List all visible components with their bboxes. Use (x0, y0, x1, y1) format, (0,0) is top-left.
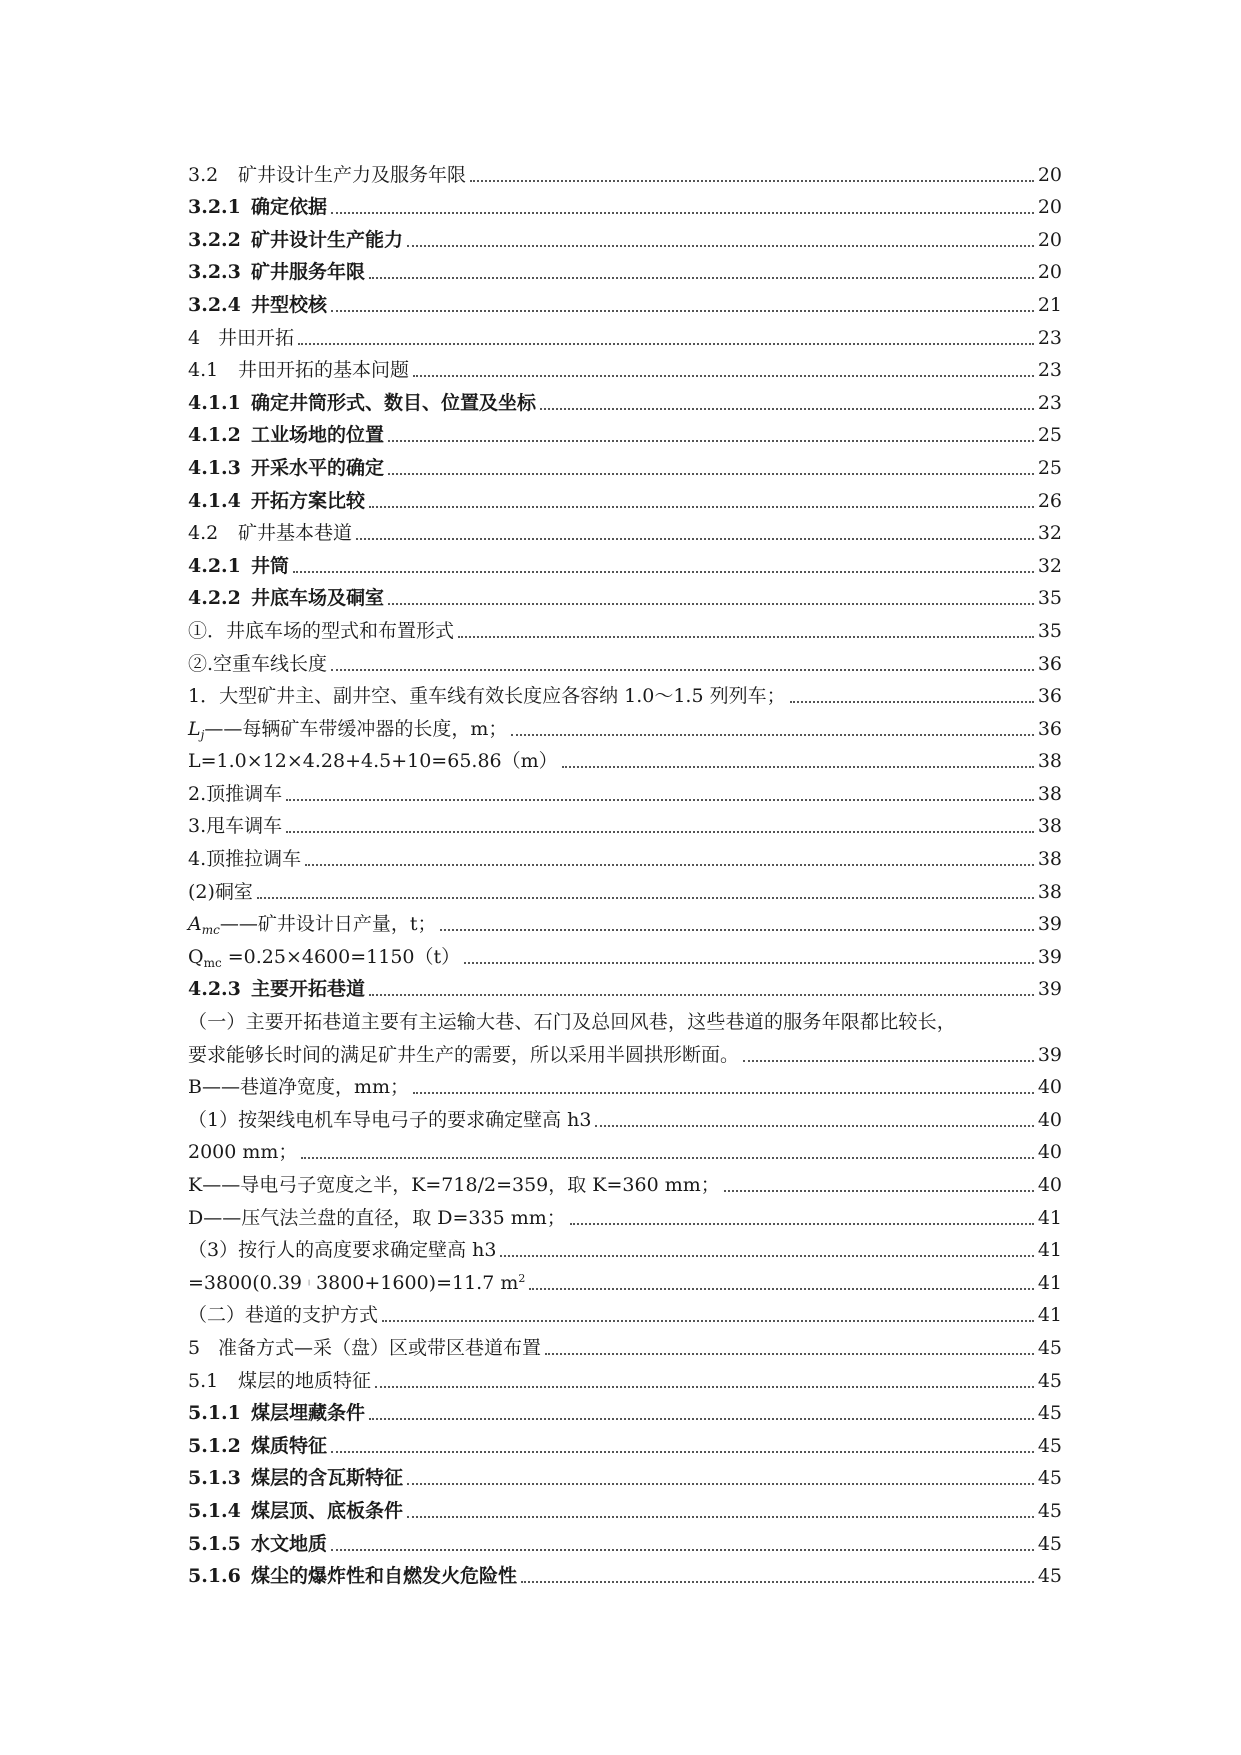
entry-title: （3）按行人的高度要求确定壁高 h3 (188, 1239, 497, 1262)
entry-title: 矿井基本巷道 (238, 522, 353, 545)
entry-page: 45 (1037, 1369, 1062, 1392)
toc-entry[interactable] (188, 512, 1062, 545)
entry-title: 4.顶推拉调车 (188, 848, 302, 871)
dot-leader (521, 1581, 1034, 1583)
toc-entry[interactable] (188, 544, 1062, 577)
entry-number: 5.1.1 (188, 1402, 241, 1425)
entry-title: 井田开拓的基本问题 (238, 359, 410, 382)
dot-leader (286, 831, 1034, 833)
dot-leader (511, 734, 1034, 736)
entry-title: 3.甩车调车 (188, 815, 283, 838)
dot-leader (369, 1418, 1034, 1420)
entry-page: 32 (1037, 554, 1062, 577)
entry-title: （1）按架线电机车导电弓子的要求确定壁高 h3 (188, 1108, 592, 1131)
entry-number: 3.2.3 (188, 261, 241, 284)
dot-leader (388, 603, 1034, 605)
entry-number: 4 (188, 326, 201, 349)
toc-entry[interactable] (188, 1033, 1062, 1066)
entry-number: 5.1.6 (188, 1565, 241, 1588)
entry-title: 井田开拓 (218, 326, 295, 349)
entry-number: 3.2 (188, 163, 219, 186)
toc-entry[interactable] (188, 740, 1062, 773)
entry-title: 要求能够长时间的满足矿井生产的需要，所以采用半圆拱形断面。 (188, 1043, 740, 1066)
dot-leader (790, 701, 1034, 703)
toc-entry[interactable] (188, 1359, 1062, 1392)
dot-leader (331, 1451, 1034, 1453)
entry-number: 5 (188, 1336, 201, 1359)
table-of-contents (188, 153, 1062, 1587)
entry-number: 4.2.2 (188, 587, 241, 610)
dot-leader (413, 375, 1034, 377)
entry-title (188, 1270, 525, 1294)
toc-entry[interactable] (188, 479, 1062, 512)
entry-page: 45 (1037, 1532, 1062, 1555)
dot-leader (545, 1353, 1034, 1355)
entry-title: 井底车场及硐室 (251, 587, 385, 610)
dot-leader (369, 277, 1034, 279)
entry-number: 4.2.3 (188, 978, 241, 1001)
entry-page: 45 (1037, 1336, 1062, 1359)
entry-page: 35 (1037, 619, 1062, 642)
entry-title (188, 718, 507, 740)
dot-leader (331, 310, 1034, 312)
entry-page: 41 (1037, 1304, 1062, 1327)
entry-title: 开采水平的确定 (251, 456, 385, 479)
toc-entry[interactable] (188, 1424, 1062, 1457)
dot-leader (375, 1386, 1034, 1388)
entry-page: 38 (1037, 750, 1062, 773)
toc-entry[interactable] (188, 446, 1062, 479)
toc-entry[interactable] (188, 316, 1062, 349)
toc-entry[interactable] (188, 707, 1062, 740)
toc-entry[interactable] (188, 1163, 1062, 1196)
entry-title (188, 913, 437, 938)
entry-page: 40 (1037, 1108, 1062, 1131)
entry-page: 39 (1037, 1043, 1062, 1066)
dot-leader (257, 897, 1034, 899)
dot-leader (331, 212, 1034, 214)
entry-title: B——巷道净宽度，mm； (188, 1076, 409, 1099)
dot-leader (464, 962, 1034, 964)
entry-number: 4.1.2 (188, 424, 241, 447)
dot-leader (388, 440, 1034, 442)
dot-leader (413, 1092, 1034, 1094)
entry-page: 38 (1037, 880, 1062, 903)
entry-title: 煤质特征 (251, 1434, 328, 1457)
entry-title: 2.顶推调车 (188, 782, 283, 805)
entry-page: 45 (1037, 1499, 1062, 1522)
dot-leader (743, 1060, 1034, 1062)
dot-leader (529, 1288, 1034, 1290)
entry-page: 32 (1037, 522, 1062, 545)
dot-leader (562, 766, 1034, 768)
entry-title: 矿井设计生产力及服务年限 (238, 163, 467, 186)
toc-entry[interactable] (188, 772, 1062, 805)
entry-page: 39 (1037, 978, 1062, 1001)
dot-leader (388, 473, 1034, 475)
entry-number: 4.1.1 (188, 391, 241, 414)
toc-entry[interactable] (188, 1294, 1062, 1327)
entry-title: 煤层顶、底板条件 (251, 1499, 404, 1522)
dot-leader (407, 245, 1034, 247)
entry-title: 水文地质 (251, 1532, 328, 1555)
dot-leader (458, 636, 1034, 638)
toc-entry[interactable] (188, 251, 1062, 284)
entry-title: L=1.0×12×4.28+4.5+10=65.86（m） (188, 750, 558, 773)
entry-page: 41 (1037, 1206, 1062, 1229)
dot-leader (301, 1157, 1034, 1159)
toc-entry[interactable] (188, 349, 1062, 382)
symbol: A (188, 913, 202, 936)
toc-entry[interactable] (188, 1229, 1062, 1262)
toc-entry[interactable] (188, 283, 1062, 316)
entry-number: 3.2.2 (188, 228, 241, 251)
entry-page: 45 (1037, 1467, 1062, 1490)
entry-title: 煤层的含瓦斯特征 (251, 1467, 404, 1490)
entry-title: 准备方式—采（盘）区或带区巷道布置 (218, 1336, 542, 1359)
dot-leader (293, 571, 1034, 573)
entry-page: 23 (1037, 359, 1062, 382)
toc-entry[interactable] (188, 1457, 1062, 1490)
toc-entry[interactable] (188, 1489, 1062, 1522)
entry-title: (2)硐室 (188, 880, 253, 903)
toc-entry[interactable] (188, 218, 1062, 251)
entry-number: 4.1 (188, 359, 219, 382)
entry-number: 5.1.2 (188, 1434, 241, 1457)
entry-title: 井型校核 (251, 293, 328, 316)
toc-entry[interactable] (188, 1555, 1062, 1588)
entry-page: 40 (1037, 1076, 1062, 1099)
entry-page: 39 (1037, 945, 1062, 968)
entry-page: 23 (1037, 326, 1062, 349)
toc-entry[interactable] (188, 1261, 1062, 1294)
toc-entry[interactable] (188, 186, 1062, 219)
entry-title: 工业场地的位置 (251, 424, 385, 447)
entry-number: 3.2.4 (188, 293, 241, 316)
toc-entry[interactable] (188, 153, 1062, 186)
toc-entry[interactable] (188, 968, 1062, 1001)
entry-page: 26 (1037, 489, 1062, 512)
entry-title: 矿井设计生产能力 (251, 228, 404, 251)
entry-title-line1: （一）主要开拓巷道主要有主运输大巷、石门及总回风巷，这些巷道的服务年限都比较长， (188, 1011, 957, 1034)
entry-page: 20 (1037, 228, 1062, 251)
entry-page: 41 (1037, 1271, 1062, 1294)
toc-entry[interactable] (188, 1326, 1062, 1359)
entry-page: 20 (1037, 261, 1062, 284)
entry-title: 开拓方案比较 (251, 489, 366, 512)
symbol: L (188, 717, 201, 740)
entry-title (188, 946, 460, 968)
entry-number: 5.1 (188, 1369, 219, 1392)
entry-title: 2000 mm； (188, 1141, 298, 1164)
entry-number: 3.2.1 (188, 196, 241, 219)
entry-number: 5.1.3 (188, 1467, 241, 1490)
entry-page: 45 (1037, 1565, 1062, 1588)
entry-title: 确定依据 (251, 196, 328, 219)
entry-title-text: ——每辆矿车带缓冲器的长度，m； (204, 717, 508, 740)
dot-leader (470, 180, 1034, 182)
entry-title-text: =3800(0.39 (188, 1271, 302, 1294)
entry-number: 4.1.4 (188, 489, 241, 512)
entry-page: 45 (1037, 1434, 1062, 1457)
entry-title: ②.空重车线长度 (188, 652, 328, 675)
dot-leader (595, 1125, 1034, 1127)
toc-entry-first-line[interactable] (188, 1000, 1062, 1033)
toc-entry[interactable] (188, 935, 1062, 968)
dot-leader (331, 1549, 1034, 1551)
dot-leader (440, 929, 1034, 931)
entry-page: 36 (1037, 717, 1062, 740)
entry-title: （二）巷道的支护方式 (188, 1304, 379, 1327)
entry-page: 41 (1037, 1239, 1062, 1262)
entry-page: 40 (1037, 1141, 1062, 1164)
toc-entry[interactable] (188, 1066, 1062, 1099)
entry-page: 35 (1037, 587, 1062, 610)
entry-page: 20 (1037, 163, 1062, 186)
entry-title: 确定井筒形式、数目、位置及坐标 (251, 391, 537, 414)
dot-leader (369, 994, 1034, 996)
toc-entry[interactable] (188, 1392, 1062, 1425)
dot-leader (407, 1483, 1034, 1485)
entry-title: 矿井服务年限 (251, 261, 366, 284)
dot-leader (305, 864, 1034, 866)
toc-entry[interactable] (188, 903, 1062, 936)
toc-entry[interactable] (188, 1131, 1062, 1164)
dot-leader (407, 1516, 1034, 1518)
toc-entry[interactable] (188, 609, 1062, 642)
entry-title: 主要开拓巷道 (251, 978, 366, 1001)
entry-title: ①．井底车场的型式和布置形式 (188, 619, 455, 642)
symbol-subscript: j (200, 727, 205, 742)
entry-title-text: =0.25×4600=1150（t） (221, 945, 461, 968)
entry-title: 井筒 (251, 554, 290, 577)
toc-entry[interactable] (188, 577, 1062, 610)
entry-title: D——压气法兰盘的直径，取 D=335 mm； (188, 1206, 566, 1229)
symbol-subscript: mc (201, 923, 220, 938)
entry-title: 煤层的地质特征 (238, 1369, 372, 1392)
superscript: 2 (518, 1271, 526, 1285)
entry-number: 5.1.5 (188, 1532, 241, 1555)
entry-page: 21 (1037, 293, 1062, 316)
dot-leader (570, 1223, 1034, 1225)
dot-leader (540, 408, 1034, 410)
entry-title: 煤层埋藏条件 (251, 1402, 366, 1425)
entry-page: 38 (1037, 782, 1062, 805)
entry-page: 38 (1037, 815, 1062, 838)
toc-entry[interactable] (188, 870, 1062, 903)
dot-leader (382, 1320, 1034, 1322)
entry-title: 1．大型矿井主、副井空、重车线有效长度应各容纳 1.0～1.5 列列车； (188, 685, 786, 708)
toc-entry[interactable] (188, 1196, 1062, 1229)
entry-page: 45 (1037, 1402, 1062, 1425)
symbol: Q (188, 945, 204, 968)
dot-leader (500, 1255, 1034, 1257)
entry-page: 39 (1037, 913, 1062, 936)
entry-page: 40 (1037, 1174, 1062, 1196)
dot-leader (369, 506, 1034, 508)
entry-title-text-2: 3800+1600)=11.7 m (316, 1271, 519, 1294)
toc-entry[interactable] (188, 642, 1062, 675)
entry-page: 23 (1037, 391, 1062, 414)
entry-number: 4.2 (188, 522, 219, 545)
toc-entry[interactable] (188, 1522, 1062, 1555)
entry-page: 25 (1037, 456, 1062, 479)
entry-number: 4.2.1 (188, 554, 241, 577)
entry-page: 25 (1037, 424, 1062, 447)
symbol-subscript: mc (203, 955, 222, 970)
toc-entry[interactable] (188, 805, 1062, 838)
toc-entry[interactable] (188, 414, 1062, 447)
entry-page: 20 (1037, 196, 1062, 219)
entry-number: 4.1.3 (188, 456, 241, 479)
entry-title: K——导电弓子宽度之半，K=718/2=359，取 K=360 mm； (188, 1174, 720, 1196)
toc-entry[interactable] (188, 837, 1062, 870)
dot-leader (286, 799, 1034, 801)
entry-page: 36 (1037, 652, 1062, 675)
dot-leader (331, 669, 1034, 671)
toc-entry[interactable] (188, 381, 1062, 414)
dot-leader (356, 538, 1034, 540)
dot-leader (724, 1190, 1034, 1192)
stray-mark: ╷ (306, 1274, 313, 1286)
toc-entry[interactable] (188, 675, 1062, 708)
entry-page: 38 (1037, 848, 1062, 871)
toc-entry[interactable] (188, 1098, 1062, 1131)
entry-number: 5.1.4 (188, 1499, 241, 1522)
entry-title: 煤尘的爆炸性和自燃发火危险性 (251, 1565, 518, 1588)
entry-page: 36 (1037, 685, 1062, 708)
entry-title-text: ——矿井设计日产量，t； (219, 913, 437, 936)
dot-leader (298, 343, 1034, 345)
